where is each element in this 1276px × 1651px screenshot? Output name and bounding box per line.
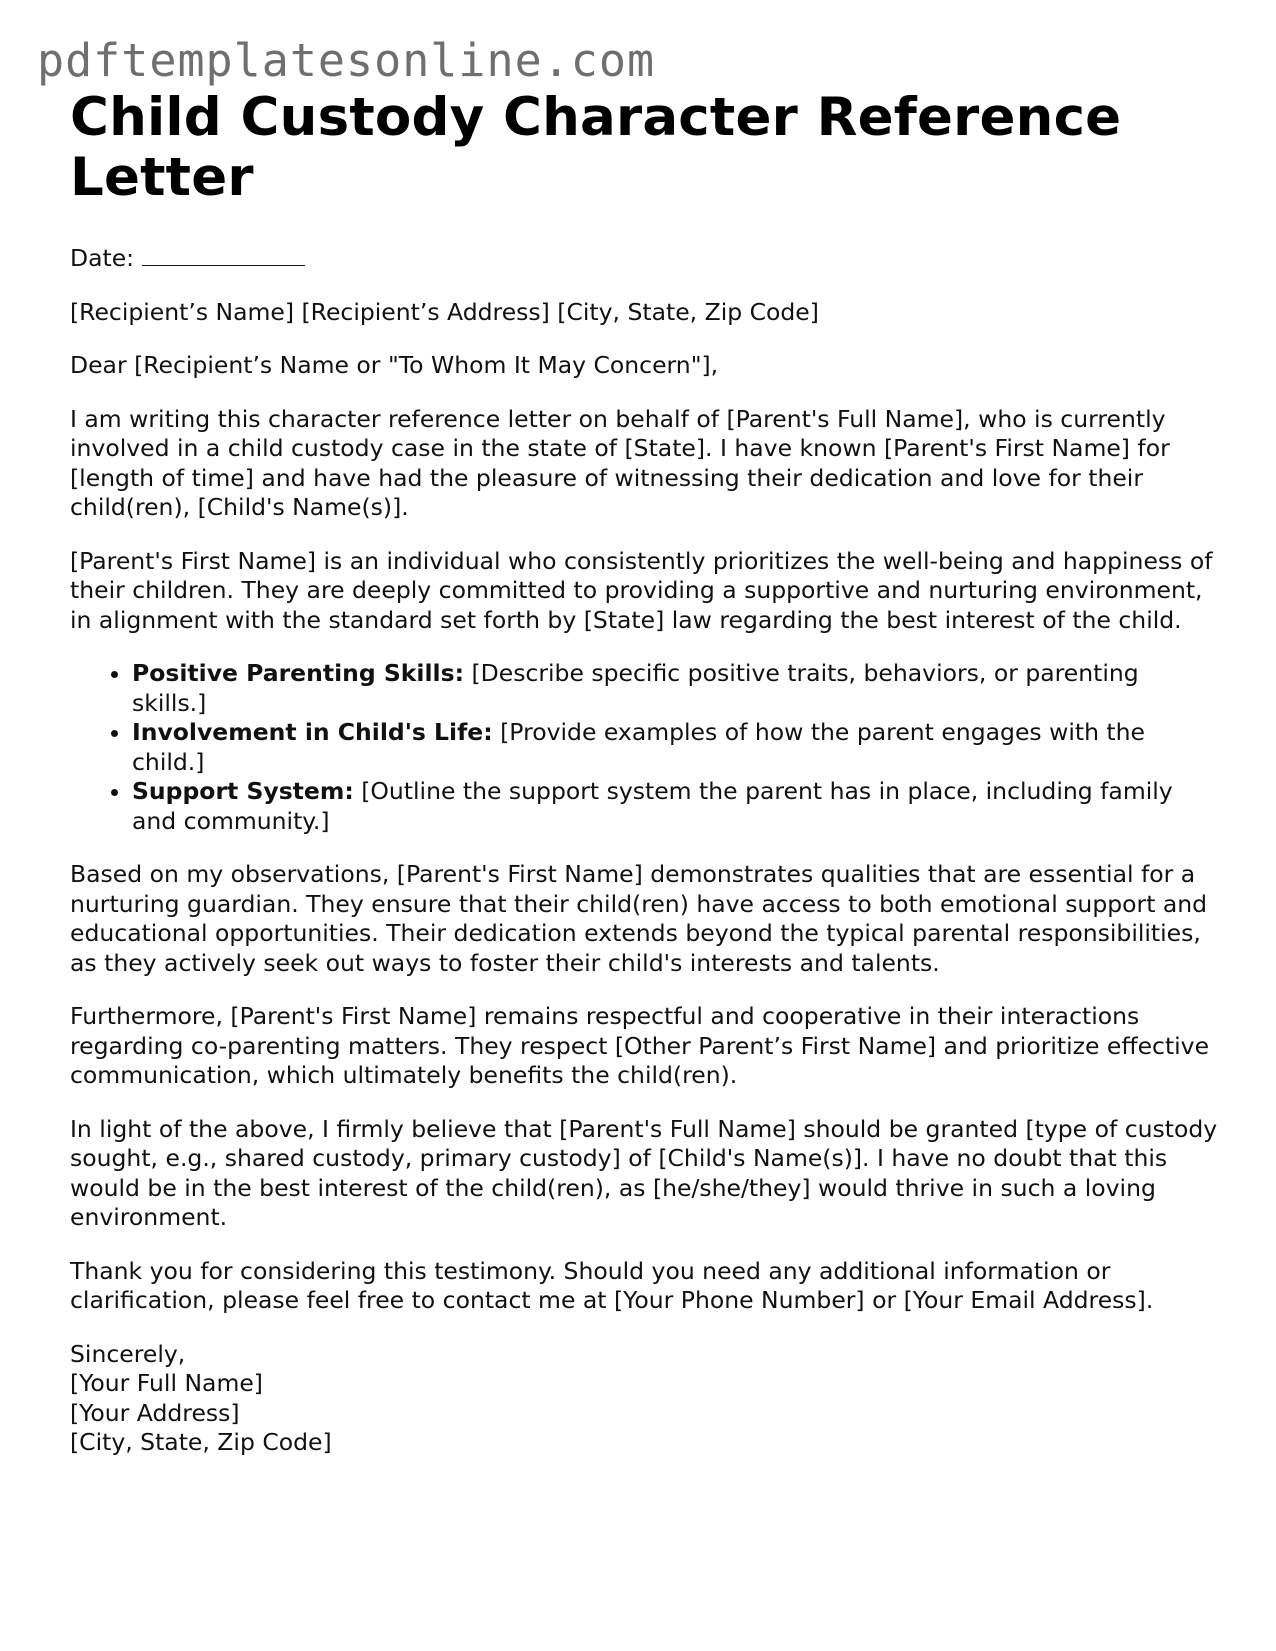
paragraph-recommendation: In light of the above, I firmly believe that [Parent's Full Name] should be granted [type of custody sought, e.g., shared custody, primary custody] of [Child's Name(s)]. I have no doubt that this would be in the best interest of the child(ren), as [he/she/they] would thrive in such a loving environment. <box>70 1114 1218 1231</box>
signer-address: [Your Address] <box>70 1398 240 1427</box>
list-item-text: [Outline the support system the parent has in place, including family and community.] <box>132 777 1173 835</box>
date-line <box>70 243 1220 274</box>
date-label: Date: <box>70 244 135 272</box>
paragraph-thanks: Thank you for considering this testimony. Should you need any additional information or clarification, please feel free to contact me at [Your Phone Number] or [Your Email Address]. <box>70 1256 1154 1314</box>
list-item-text: [Describe specific positive traits, behaviors, or parenting skills.] <box>132 659 1139 717</box>
list-item <box>132 777 1220 836</box>
list-item-text: [Provide examples of how the parent engages with the child.] <box>132 718 1146 776</box>
qualities-list <box>70 659 1220 836</box>
list-item-label: Involvement in Child's Life: <box>132 718 493 746</box>
paragraph-intro: I am writing this character reference letter on behalf of [Parent's Full Name], who is currently involved in a child custody case in the state of [State]. I have known [Parent's First Name] for [length of time] and have had the pleasure of witnessing their dedication and love for their child(ren), [Child's Name(s)]. <box>70 404 1170 521</box>
list-item-label: Support System: <box>132 777 354 805</box>
recipient-block: [Recipient’s Name] [Recipient’s Address] [City, State, Zip Code] <box>70 297 819 326</box>
letter-body <box>70 243 1220 1458</box>
paragraph-observations: Based on my observations, [Parent's First Name] demonstrates qualities that are essential for a nurturing guardian. They ensure that their child(ren) have access to both emotional support and educational opportunities. Their dedication extends beyond the typical parental responsibilities, as they actively seek out ways to foster their child's interests and talents. <box>70 860 1208 977</box>
signature-block <box>70 1340 1220 1458</box>
list-item-label: Positive Parenting Skills: <box>132 659 464 687</box>
sign-off: Sincerely, <box>70 1339 186 1368</box>
date-blank-field[interactable] <box>142 243 305 266</box>
watermark: pdftemplatesonline.com <box>37 34 656 87</box>
list-item <box>132 718 1220 777</box>
signer-city: [City, State, Zip Code] <box>70 1428 332 1456</box>
list-item <box>132 659 1220 718</box>
letter-page <box>70 88 1220 1458</box>
paragraph-priorities: [Parent's First Name] is an individual who consistently prioritizes the well-being and happiness of their children. They are deeply committed to providing a supportive and nurturing environment, in alignment with the standard set forth by [State] law regarding the best interest of the child. <box>70 546 1213 634</box>
signer-name: [Your Full Name] <box>70 1369 263 1397</box>
paragraph-coparenting: Furthermore, [Parent's First Name] remains respectful and cooperative in their interactions regarding co-parenting matters. They respect [Other Parent’s First Name] and prioritize effective communication, which ultimately benefits the child(ren). <box>70 1002 1210 1089</box>
page-title: Child Custody Character Reference Letter <box>70 87 1122 208</box>
salutation: Dear [Recipient’s Name or "To Whom It May Concern"], <box>70 351 719 379</box>
